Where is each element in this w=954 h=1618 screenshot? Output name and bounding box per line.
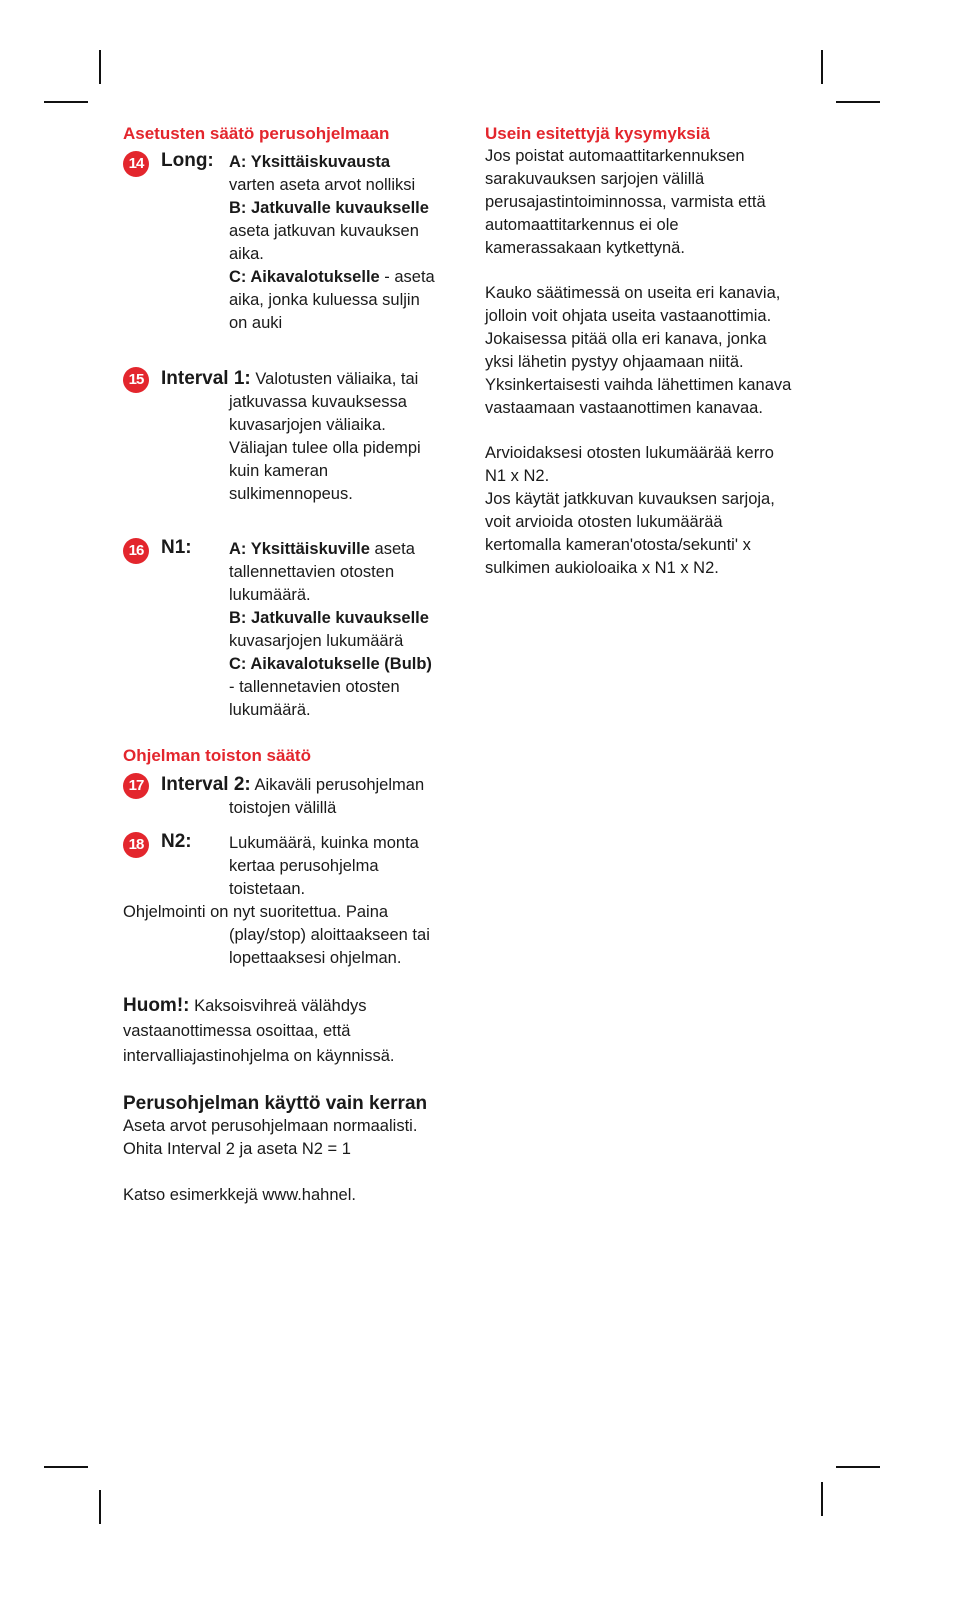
entry-n1	[123, 538, 463, 722]
line-bold: A: Yksittäiskuville	[229, 540, 370, 558]
crop-mark	[836, 1466, 880, 1468]
line-text: toistetaan.	[229, 880, 306, 898]
line-text: aseta	[369, 540, 415, 558]
faq-paragraph: Jos poistat automaattitarkennuksen sarakuvauksen sarjojen välillä perusajastintoiminnossa, varmista että automaattitarkennus ei ole kamerassakaan kytkettynä.	[485, 147, 766, 257]
line-text: Lukumäärä, kuinka monta	[229, 834, 419, 852]
entry-interval-2	[123, 773, 463, 820]
line-text: lopettaaksesi ohjelman.	[229, 949, 402, 967]
note-label: Huom!:	[123, 995, 190, 1016]
number-badge-icon: 14	[123, 151, 149, 177]
line-text: on auki	[229, 314, 283, 332]
entry-key: Long:	[161, 150, 214, 171]
entry-interval-1	[123, 367, 463, 506]
entry-n2	[123, 832, 463, 901]
entry-key: N2:	[161, 831, 192, 852]
line-bold: A: Yksittäiskuvausta	[229, 153, 391, 171]
number-badge-icon: 16	[123, 538, 149, 564]
examples-text: Katso esimerkkejä www.hahnel.	[123, 1186, 356, 1204]
crop-mark	[821, 1482, 823, 1516]
entry-body	[229, 797, 463, 820]
entry-body	[229, 391, 463, 506]
line-text: (play/stop) aloittaakseen tai	[229, 926, 430, 944]
line-text: kertaa perusohjelma	[229, 857, 379, 875]
once-title: Perusohjelman käyttö vain kerran	[123, 1093, 428, 1114]
entry-body	[229, 151, 463, 335]
crop-mark	[99, 50, 101, 84]
line-text: kuin kameran	[229, 462, 329, 480]
entry-key: Interval 1:	[161, 368, 251, 389]
line-text: varten aseta arvot nolliksi	[229, 176, 416, 194]
entry-long	[123, 151, 463, 335]
crop-mark	[836, 101, 880, 103]
line-text: aika.	[229, 245, 264, 263]
entry-key: Interval 2:	[161, 774, 251, 795]
line-text: jatkuvassa kuvauksessa	[229, 393, 407, 411]
crop-mark	[44, 1466, 88, 1468]
line-bold: B: Jatkuvalle kuvaukselle	[229, 609, 429, 627]
right-column	[485, 122, 825, 580]
line-bold: C: Aikavalotukselle (Bulb)	[229, 655, 432, 673]
note-block	[123, 994, 463, 1068]
number-badge-icon: 15	[123, 367, 149, 393]
line-text: Aseta arvot perusohjelmaan normaalisti.	[123, 1117, 418, 1135]
line-text: kuvasarjojen lukumäärä	[229, 632, 404, 650]
entry-body	[229, 538, 463, 722]
entry-key: N1:	[161, 537, 192, 558]
line-text: lukumäärä.	[229, 586, 311, 604]
number-badge-icon: 18	[123, 832, 149, 858]
line-text: toistojen välillä	[229, 799, 337, 817]
crop-mark	[99, 1490, 101, 1524]
line-text: Kaksoisvihreä välähdys	[194, 997, 367, 1015]
line-text: Väliajan tulee olla pidempi	[229, 439, 421, 457]
line-text: - tallennetavien otosten	[229, 678, 400, 696]
line-text: kuvasarjojen väliaika.	[229, 416, 386, 434]
crop-mark	[44, 101, 88, 103]
line-text: vastaanottimessa osoittaa, että	[123, 1022, 351, 1040]
line-text: Aikaväli perusohjelman	[254, 776, 425, 794]
crop-mark	[821, 50, 823, 84]
line-text: intervalliajastinohjelma on käynnissä.	[123, 1047, 395, 1065]
faq-paragraph: Arvioidaksesi otosten lukumäärää kerro N1 x N2. Jos käytät jatkkuvan kuvauksen sarjoja, voit arvioida otosten lukumäärää kertomalla kameran'otosta/sekunti' x sulkimen aukioloaika x N1 x N2.	[485, 444, 775, 577]
faq-paragraph: Kauko säätimessä on useita eri kanavia, jolloin voit ohjata useita vastaanottimia. Jokaisessa pitää olla eri kanava, jonka yksi lähetin pystyy ohjaamaan niitä. Yksinkertaisesti vaihda lähettimen kanava vastaamaan vastaanottimen kanavaa.	[485, 284, 792, 417]
left-column	[123, 122, 463, 1207]
number-badge-icon: 17	[123, 773, 149, 799]
line-text: aika, jonka kuluessa suljin	[229, 291, 420, 309]
line-bold: C: Aikavalotukselle	[229, 268, 380, 286]
line-text: Valotusten väliaika, tai	[255, 370, 419, 388]
line-text: tallennettavien otosten	[229, 563, 395, 581]
line-text: - aseta	[379, 268, 435, 286]
programming-done-text: Ohjelmointi on nyt suoritettua. Paina	[123, 903, 389, 921]
line-bold: B: Jatkuvalle kuvaukselle	[229, 199, 429, 217]
line-text: aseta jatkuvan kuvauksen	[229, 222, 419, 240]
line-text: sulkimennopeus.	[229, 485, 353, 503]
line-text: lukumäärä.	[229, 701, 311, 719]
section-title-repeat: Ohjelman toiston säätö	[123, 746, 311, 765]
line-text: Ohita Interval 2 ja aseta N2 = 1	[123, 1140, 351, 1158]
entry-body	[229, 832, 463, 901]
programming-body	[229, 924, 463, 970]
section-title-faq: Usein esitettyjä kysymyksiä	[485, 124, 710, 143]
section-title-basic-settings: Asetusten säätö perusohjelmaan	[123, 124, 390, 143]
